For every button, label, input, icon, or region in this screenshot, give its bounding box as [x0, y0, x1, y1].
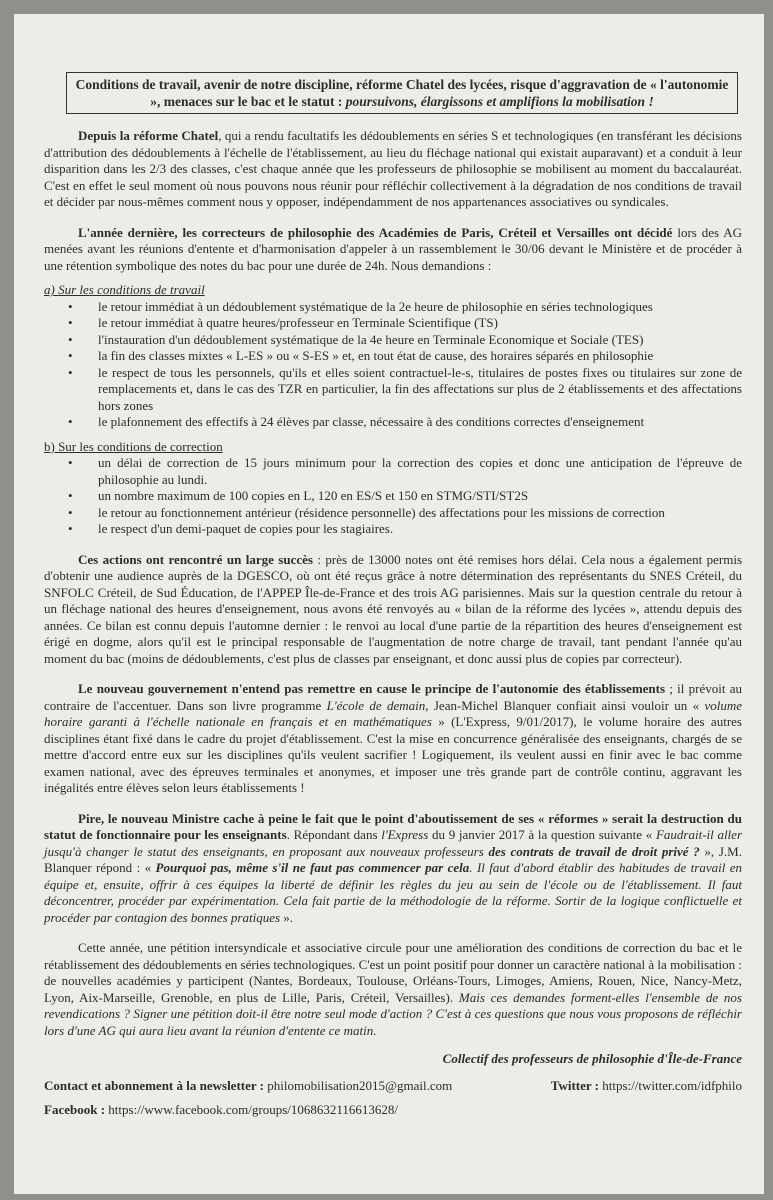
email-link[interactable]: philomobilisation2015@gmail.com: [267, 1077, 453, 1093]
paragraph-chatel-reform: [44, 128, 742, 211]
contact-label: Contact et abonnement à la newsletter: [44, 1077, 257, 1093]
facebook-link[interactable]: https://www.facebook.com/groups/1068632116613628/: [108, 1102, 398, 1117]
contact-row: Contact et abonnement à la newsletter : philomobilisation2015@gmail.com Twitter : https://twitter.com/idfphilo: [44, 1077, 742, 1093]
list-item: • l'instauration d'un dédoublement systématique de la 4e heure en Terminale Economique et Sociale (TES): [68, 331, 644, 347]
text-chatel: , qui a rendu facultatifs les dédoublements en séries S et technologiques (en transférant les décisions d'attribution des dédoublements à l'échelle de l'établissement, au lieu du fléchage national qui existait auparavant) et a conduit à leur disparition dans les 2/3 des classes, c'est chaque année que les professeurs de philosophie se mobilisent au moment du baccalauréat. C'est en effet le seul moment où nous pouvons nous réunir pour réfléchir collectivement à la dégradation de nos conditions de travail et décider par nous-mêmes comment nous y opposer, indépendamment de nos appartenances associatives ou syndicales.: [44, 128, 742, 209]
lead-success: Ces actions ont rencontré un large succès: [78, 551, 313, 567]
list-item: • le retour immédiat à quatre heures/professeur en Terminale Scientifique (TS): [68, 315, 498, 330]
section-a-list: [44, 299, 742, 431]
list-item: • le respect d'un demi-paquet de copies pour les stagiaires.: [68, 521, 394, 536]
list-item: • un nombre maximum de 100 copies en L, 120 en ES/S et 150 en STMG/STI/ST2S: [68, 488, 529, 503]
facebook-row: Facebook : https://www.facebook.com/groups/1068632116613628/: [44, 1102, 398, 1117]
document-title: [66, 72, 738, 114]
paragraph-autonomy: Le nouveau gouvernement n'entend pas remettre en cause le principe de l'autonomie des établissements ; il prévoit au contraire de l'accentuer. Dans son livre programme L'école de demain, Jean-Michel Blanquer confiait ainsi vouloir un « volume horaire garanti à l'échelle nationale en français et en mathématiques » (L'Express, 9/01/2017), le volume horaire des autres disciplines étant fixé dans le cadre du projet d'établissement. C'est la mise en concurrence généralisée des enseignants, chargés de se mettre d'accord entre eux sur les disciplines qu'ils veulent sacrifier ! Logiquement, ils veulent aussi en finir avec le bac comme examen national, avec des épreuves terminales et anonymes, et imposer une très grande part de contrôle continu, aggravant les inégalités entre élèves selon leurs établissements !: [44, 681, 743, 795]
list-item: • la fin des classes mixtes « L-ES » ou « S-ES » et, en tout état de cause, des horaires séparés en philosophie: [68, 348, 654, 363]
twitter-link[interactable]: https://twitter.com/idfphilo: [602, 1077, 742, 1093]
paragraph-petition: Cette année, une pétition intersyndicale et associative circule pour une amélioration des conditions de correction du bac et le rétablissement des dédoublements en séries technologiques. C'est un point positif pour donner un caractère national à la mobilisation : de nouvelles académies y participent (Nantes, Bordeaux, Toulouse, Orléans-Tours, Limoges, Amiens, Rouen, Nice, Nancy-Metz, Lyon, Aix-Marseille, Grenoble, en plus de Lille, Paris, Créteil, Versailles). Mais ces demandes forment-elles l'ensemble de nos revendications ? Signer une pétition doit-il être notre seul mode d'action ? C'est à ces questions que nous vous proposons de réfléchir lors d'une AG qui aura lieu avant la réunion d'entente ce matin.: [44, 940, 742, 1038]
list-item: • le plafonnement des effectifs à 24 élèves par classe, nécessaire à des conditions correctes d'enseignement: [68, 414, 645, 429]
section-a-heading: a) Sur les conditions de travail: [44, 282, 205, 297]
lead-last-year: L'année dernière, les correcteurs de philosophie des Académies de Paris, Créteil et Versailles ont décidé: [78, 224, 673, 240]
list-item: • le respect de tous les personnels, qu'ils et elles soient contractuel-le-s, titulaires de postes fixes ou titulaires sur zone de remplacements et, dans le cas des TZR en particulier, la fin des affectations sur plus de 2 établissements et des affectations hors zones: [68, 364, 742, 413]
paragraph-statute: Pire, le nouveau Ministre cache à peine le fait que le point d'aboutissement de ses « réformes » serait la destruction du statut de fonctionnaire pour les enseignants. Répondant dans l'Express du 9 janvier 2017 à la question suivante « Faudrait-il aller jusqu'à changer le statut des enseignants, en proposant aux nouveaux professeurs des contrats de travail de droit privé ? », J.M. Blanquer répond : « Pourquoi pas, même s'il ne faut pas commencer par cela. Il faut d'abord établir des habitudes de travail en équipe et, ensuite, offrir à ces équipes la liberté de définir les règles du jeu au sein de l'école ou de l'établissement. Il faut déconcentrer, procéder par expérimentation. Cela fait partie de la méthodologie de la réforme. Sortir de la logique conflictuelle et procéder par contagion des bonnes pratiques ».: [44, 810, 743, 925]
list-item: • un délai de correction de 15 jours minimum pour la correction des copies et donc une anticipation de l'épreuve de philosophie au lundi.: [68, 455, 742, 487]
text-success: : près de 13000 notes ont été remises hors délai. Cela nous a également permis d'obtenir une audience auprès de la DGESCO, où ont été reçus grâce à notre détermination des représentants du SNES Créteil, du SNFOLC Créteil, de Sud Éducation, de l'APPEP Île-de-France et des trois AG parisiennes. Mais sur la question centrale du retour à un fléchage national des heures d'enseignement, nous avons été renvoyés au « bilan de la réforme des lycées », attendu depuis des années. Ce bilan est connu depuis l'automne dernier : le renvoi au local d'une partie de la répartition des heures d'enseignement est érigé en dogme, alors qu'il est le principal responsable de l'augmentation de notre charge de travail, tant pendant l'année qu'au moment du bac (moins de dédoublements, c'est plus de classes par enseignant, et donc aussi plus de copies par correcteur).: [44, 551, 742, 666]
section-b-heading: b) Sur les conditions de correction: [44, 438, 223, 454]
lead-chatel: Depuis la réforme Chatel: [78, 128, 219, 143]
facebook-label: Facebook: [44, 1102, 98, 1117]
title-main: Conditions de travail, avenir de notre discipline, réforme Chatel des lycées, risque d'aggravation de « l'autonomie », menaces sur le bac et le statut :: [75, 77, 729, 109]
section-b-list: [44, 455, 742, 538]
list-item: • le retour au fonctionnement antérieur (résidence personnelle) des affectations pour les missions de correction: [68, 504, 665, 520]
title-call: poursuivons, élargissons et amplifions la mobilisation !: [345, 94, 654, 109]
paragraph-success: [44, 552, 742, 668]
document-page: [14, 14, 764, 1194]
paragraph-last-year: [44, 225, 742, 275]
twitter-label: Twitter: [550, 1077, 592, 1093]
list-item: • le retour immédiat à un dédoublement systématique de la 2e heure de philosophie en séries technologiques: [68, 298, 653, 314]
signature: Collectif des professeurs de philosophie d'Île-de-France: [442, 1051, 742, 1066]
text-last-year: lors des AG menées avant les réunions d'entente et d'harmonisation d'appeler à un rassemblement le 30/06 devant le Ministère et de procéder à une rétention symbolique des notes du bac pour une durée de 24h. Nous demandions :: [44, 224, 743, 273]
